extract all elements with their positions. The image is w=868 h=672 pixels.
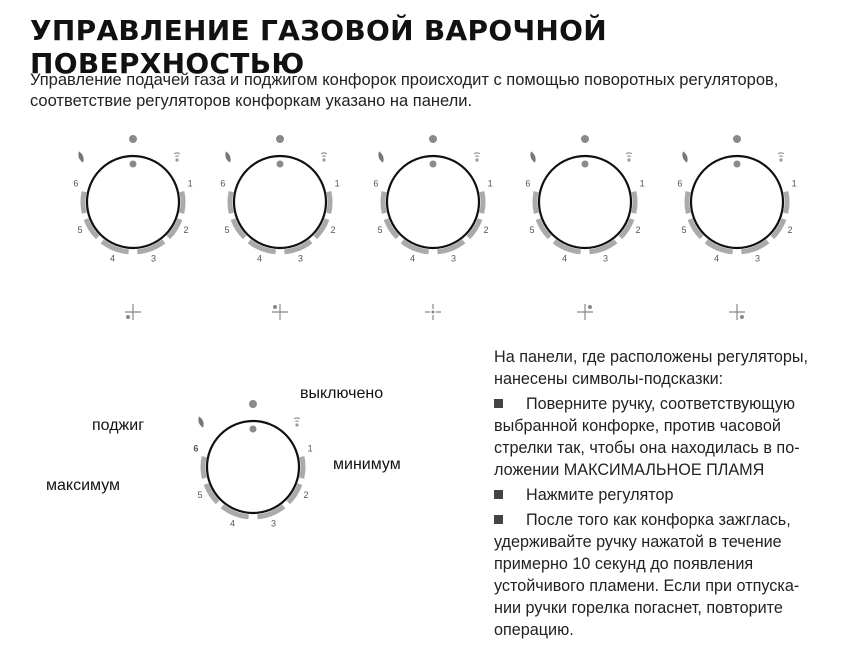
knob-pointer: [582, 161, 589, 168]
instr-step-2: Нажмите регулятор: [494, 484, 839, 506]
scale-segment: [329, 192, 330, 214]
label-maximum: максимум: [46, 477, 121, 494]
scale-number-1: 1: [307, 443, 313, 454]
instr-line: нанесены символы-подсказки:: [494, 370, 724, 388]
flame-icon: [77, 151, 85, 164]
knob-pointer: [277, 161, 284, 168]
knob-pointer: [734, 161, 741, 168]
knob-outline: [539, 156, 631, 248]
intro-text: [30, 70, 850, 112]
scale-number-6: 6: [73, 178, 79, 189]
scale-number-3: 3: [150, 253, 157, 264]
instr-step-3: После того как конфорка зажглась,: [494, 509, 839, 531]
ignition-spark-icon: [321, 151, 327, 162]
scale-number-1: 1: [791, 178, 797, 189]
bullet-icon: [494, 399, 503, 408]
scale-number-4: 4: [409, 253, 416, 264]
instr-line: удерживайте ручку нажатой в течение: [494, 533, 782, 551]
scale-number-4: 4: [713, 253, 720, 264]
burner-position-icon: [425, 304, 441, 320]
flame-icon: [681, 151, 689, 164]
scale-segment: [230, 192, 231, 214]
scale-number-1: 1: [187, 178, 193, 189]
scale-number-4: 4: [561, 253, 568, 264]
label-ignition: поджиг: [92, 417, 145, 434]
control-knob-3[interactable]: [358, 125, 508, 320]
scale-number-3: 3: [270, 518, 277, 529]
scale-number-1: 1: [639, 178, 645, 189]
label-off: выключено: [300, 385, 384, 402]
label-minimum: минимум: [333, 456, 401, 473]
scale-number-6: 6: [525, 178, 531, 189]
control-knob-4[interactable]: [510, 125, 660, 320]
flame-icon: [197, 416, 205, 429]
scale-number-2: 2: [303, 490, 309, 501]
off-position-dot: [429, 135, 437, 143]
scale-number-6: 6: [220, 178, 226, 189]
scale-segment: [535, 192, 536, 214]
scale-segment: [634, 192, 635, 214]
scale-number-5: 5: [77, 225, 83, 236]
flame-icon: [224, 151, 232, 164]
burner-position-icon: [125, 304, 141, 320]
scale-number-3: 3: [297, 253, 304, 264]
burner-position-icon: [272, 304, 288, 320]
instr-line: выбранной конфорке, против часовой: [494, 417, 781, 435]
scale-number-3: 3: [602, 253, 609, 264]
instr-line: нии ручки горелка погаснет, повторите: [494, 599, 783, 617]
instr-line: На панели, где расположены регуляторы,: [494, 348, 809, 366]
scale-number-1: 1: [487, 178, 493, 189]
scale-number-5: 5: [197, 490, 203, 501]
scale-number-6: 6: [193, 443, 199, 454]
off-position-dot: [581, 135, 589, 143]
scale-segment: [482, 192, 483, 214]
knob-outline: [207, 421, 299, 513]
burner-position-icon: [577, 304, 593, 320]
scale-number-3: 3: [450, 253, 457, 264]
bullet-icon: [494, 515, 503, 524]
knob-pointer: [130, 161, 137, 168]
scale-segment: [383, 192, 384, 214]
instr-line: ложении МАКСИМАЛЬНОЕ ПЛАМЯ: [494, 461, 765, 479]
instr-step-1: Поверните ручку, соответствующую: [494, 393, 839, 415]
scale-number-2: 2: [787, 225, 793, 236]
scale-number-1: 1: [334, 178, 340, 189]
scale-number-5: 5: [377, 225, 383, 236]
scale-segment: [786, 192, 787, 214]
knob-outline: [234, 156, 326, 248]
control-knob-5[interactable]: [662, 125, 812, 320]
explanatory-knob-diagram: [178, 390, 328, 565]
instr-line: устойчивого пламени. Если при отпуска-: [494, 577, 800, 595]
instructions-block: [494, 346, 839, 641]
scale-number-4: 4: [109, 253, 116, 264]
scale-number-5: 5: [529, 225, 535, 236]
flame-icon: [529, 151, 537, 164]
scale-segment: [182, 192, 183, 214]
scale-number-4: 4: [229, 518, 236, 529]
instr-line: операцию.: [494, 621, 574, 639]
knob-outline: [387, 156, 479, 248]
ignition-spark-icon: [474, 151, 480, 162]
off-position-dot: [129, 135, 137, 143]
scale-segment: [83, 192, 84, 214]
scale-number-6: 6: [373, 178, 379, 189]
ignition-spark-icon: [174, 151, 180, 162]
ignition-spark-icon: [778, 151, 784, 162]
off-position-dot: [733, 135, 741, 143]
ignition-spark-icon: [626, 151, 632, 162]
instr-line: стрелки так, чтобы она находилась в по-: [494, 439, 800, 457]
page-title: УПРАВЛЕНИЕ ГАЗОВОЙ ВАРОЧНОЙ ПОВЕРХНОСТЬЮ: [30, 14, 607, 80]
burner-position-icon: [729, 304, 745, 320]
knob-outline: [691, 156, 783, 248]
scale-number-4: 4: [256, 253, 263, 264]
control-knob-1[interactable]: [58, 125, 208, 320]
intro-line: соответствие регуляторов конфоркам указано на панели.: [30, 92, 473, 110]
intro-line: Управление подачей газа и поджигом конфорок происходит с помощью поворотных регуляторов,: [30, 71, 779, 89]
off-position-dot: [249, 400, 257, 408]
knob-outline: [87, 156, 179, 248]
scale-segment: [302, 457, 303, 479]
scale-number-2: 2: [635, 225, 641, 236]
scale-number-5: 5: [224, 225, 230, 236]
scale-number-5: 5: [681, 225, 687, 236]
ignition-spark-icon: [294, 416, 300, 427]
flame-icon: [377, 151, 385, 164]
off-position-dot: [276, 135, 284, 143]
scale-number-2: 2: [183, 225, 189, 236]
scale-number-3: 3: [754, 253, 761, 264]
knob-pointer: [430, 161, 437, 168]
bullet-icon: [494, 490, 503, 499]
scale-number-2: 2: [330, 225, 336, 236]
scale-number-6: 6: [677, 178, 683, 189]
instr-line: примерно 10 секунд до появления: [494, 555, 754, 573]
scale-segment: [687, 192, 688, 214]
control-knob-2[interactable]: [205, 125, 355, 320]
knob-pointer: [250, 426, 257, 433]
scale-segment: [203, 457, 204, 479]
scale-number-2: 2: [483, 225, 489, 236]
